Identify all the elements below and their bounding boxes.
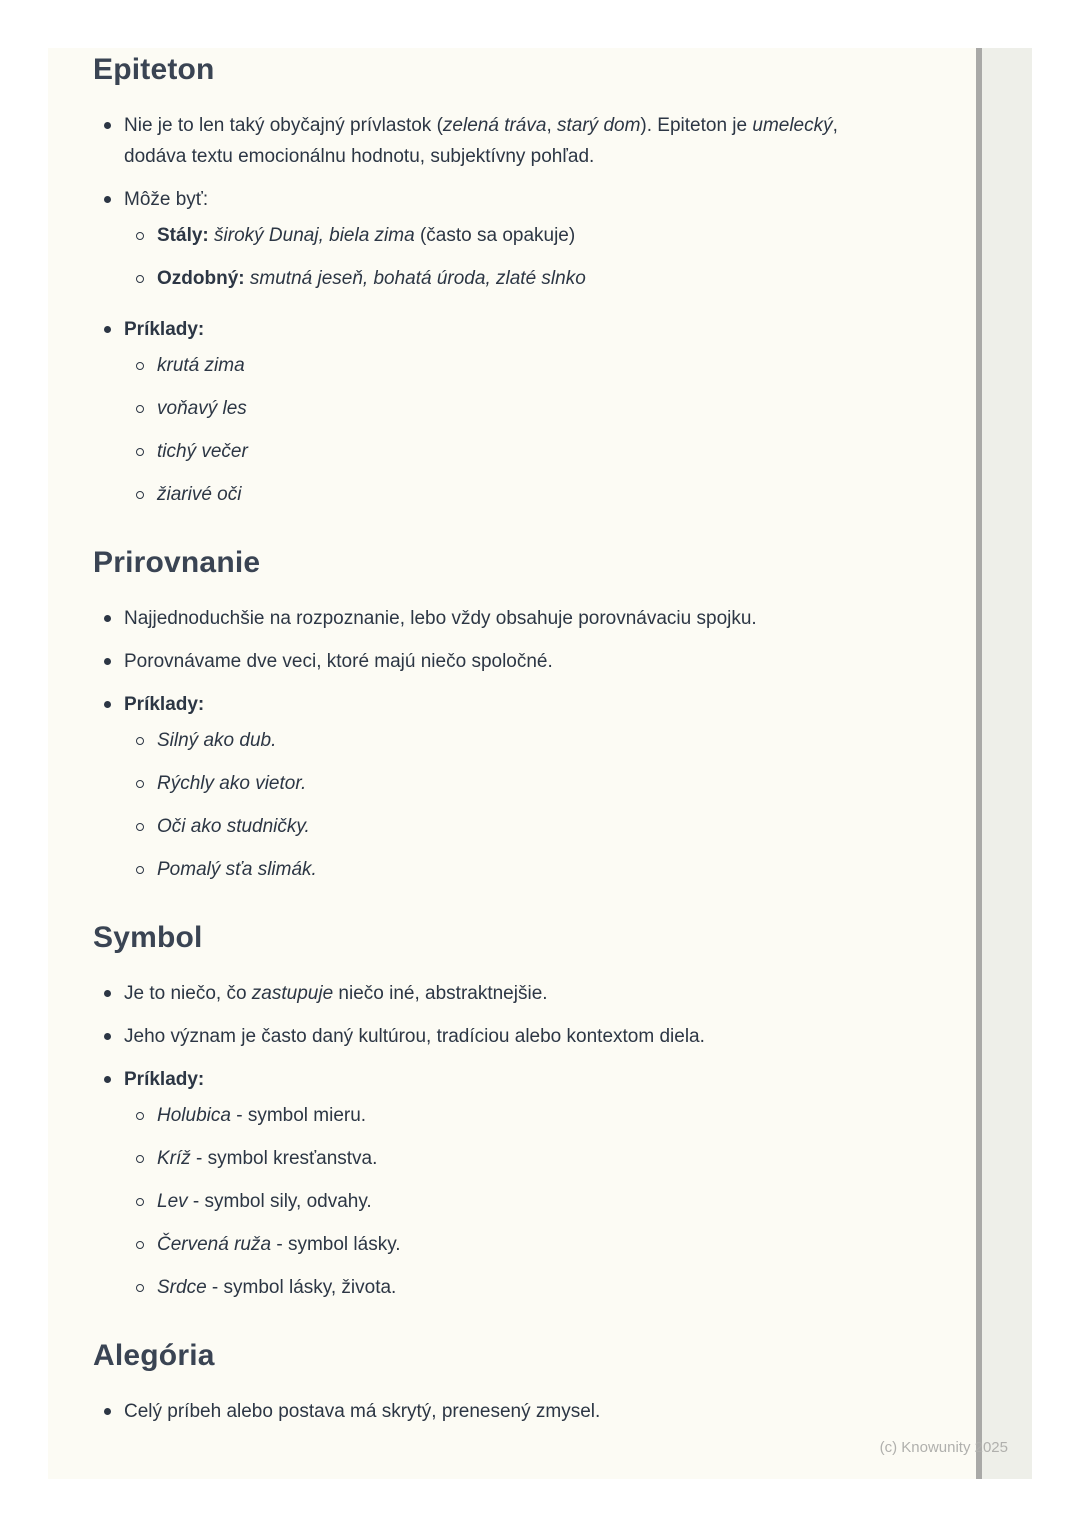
sub-list-item-text [157,355,245,376]
sub-list-item-text [157,1234,401,1255]
text: , dodáva textu emocionálnu hodnotu, subjektívny pohľad. [124,115,838,167]
text: - symbol sily, odvahy. [187,1191,372,1212]
sub-list-item [124,263,855,294]
sub-list-item-text [157,816,310,837]
sub-list-item [124,811,855,842]
sub-list-item [124,1272,855,1303]
sub-bullet-list [124,725,855,885]
bullet-list [93,603,855,893]
bullet-list [93,978,855,1311]
sub-list-item-text [157,398,247,419]
italic-text: zelená tráva [442,115,547,136]
sub-list-item [124,350,855,381]
text: Je to niečo, čo [124,983,252,1004]
list-item-text [124,1401,600,1422]
sub-list-item [124,479,855,510]
section-title-epiteton: Epiteton [93,53,215,86]
text: Najjednoduchšie na rozpoznanie, lebo vždy obsahuje porovnávaciu spojku. [124,608,757,629]
sub-list-item-text [157,268,586,289]
list-item-text [124,1069,204,1090]
sub-list-item-text [157,1105,366,1126]
list-item [93,646,855,677]
sub-list-item-text [157,1277,396,1298]
sub-bullet-list [124,350,855,510]
sub-list-item [124,1186,855,1217]
text: (často sa opakuje) [414,225,576,246]
note-content [48,48,993,1427]
list-item [93,110,855,172]
sub-list-item-text [157,225,575,246]
scrollbar-thumb[interactable] [976,48,982,1479]
sub-list-item [124,393,855,424]
list-item [93,314,855,518]
text: Nie je to len taký obyčajný prívlastok ( [124,115,443,136]
list-item [93,1064,855,1311]
list-item-text [124,189,208,210]
sub-list-item-text [157,484,241,505]
bold-text: Ozdobný: [157,268,245,289]
section-epiteton [93,52,993,518]
sub-list-item-text [157,859,317,880]
list-item-text [124,319,204,340]
italic-text: široký Dunaj, biela zima [214,225,415,246]
list-item [93,1396,855,1427]
italic-text: tichý večer [157,441,248,462]
sub-bullet-list [124,220,855,294]
list-item [93,978,855,1009]
bold-text: Príklady: [124,319,205,340]
section-prirovnanie [93,518,993,893]
italic-text: Červená ruža [157,1234,272,1255]
bold-text: Príklady: [124,1069,205,1090]
section-title-alegoria: Alegória [93,1339,215,1372]
text: Porovnávame dve veci, ktoré majú niečo spoločné. [124,651,553,672]
list-item-text [124,983,548,1004]
italic-text: starý dom [557,115,641,136]
list-item-text [124,1026,705,1047]
bullet-list [93,110,855,518]
section-title-symbol: Symbol [93,921,203,954]
text: - symbol lásky. [271,1234,401,1255]
sub-list-item-text [157,773,306,794]
list-item-text [124,694,204,715]
italic-text: Oči ako studničky. [157,816,310,837]
list-item-text [124,115,838,167]
sub-list-item [124,854,855,885]
italic-text: smutná jeseň, bohatá úroda, zlaté slnko [249,268,586,289]
sub-list-item [124,768,855,799]
text: , [546,115,557,136]
italic-text: Kríž [157,1148,191,1169]
italic-text: Silný ako dub. [157,730,277,751]
section-alegoria [93,1311,993,1427]
text: Celý príbeh alebo postava má skrytý, prenesený zmysel. [124,1401,601,1422]
italic-text: Pomalý sťa slimák. [157,859,317,880]
sub-list-item-text [157,1148,377,1169]
italic-text: Holubica [157,1105,231,1126]
italic-text: zastupuje [251,983,334,1004]
right-gutter [976,48,1032,1479]
section-title-prirovnanie: Prirovnanie [93,546,261,579]
text: Jeho význam je často daný kultúrou, tradíciou alebo kontextom diela. [124,1026,705,1047]
sub-list-item-text [157,1191,372,1212]
list-item [93,689,855,893]
text: ). Epiteton je [640,115,753,136]
bold-text: Príklady: [124,694,205,715]
bold-text: Stály: [157,225,209,246]
italic-text: voňavý les [157,398,247,419]
note-page [48,48,1032,1479]
text: - symbol mieru. [230,1105,367,1126]
list-item-text [124,608,757,629]
italic-text: žiarivé oči [157,484,242,505]
sub-list-item [124,1100,855,1131]
list-item [93,184,855,302]
text: niečo iné, abstraktnejšie. [333,983,548,1004]
italic-text: krutá zima [157,355,245,376]
italic-text: Lev [157,1191,188,1212]
watermark: (c) Knowunity 2025 [879,1439,1008,1456]
text: Môže byť: [124,189,209,210]
sub-list-item [124,436,855,467]
list-item [93,603,855,634]
sub-list-item [124,725,855,756]
italic-text: Srdce [157,1277,207,1298]
sub-list-item-text [157,730,276,751]
sub-list-item [124,1229,855,1260]
italic-text: Rýchly ako vietor. [157,773,307,794]
list-item [93,1021,855,1052]
text: - symbol kresťanstva. [190,1148,378,1169]
text: - symbol lásky, života. [206,1277,397,1298]
bullet-list [93,1396,855,1427]
sub-list-item [124,1143,855,1174]
sub-list-item [124,220,855,251]
list-item-text [124,651,553,672]
italic-text: umelecký [752,115,833,136]
sub-list-item-text [157,441,248,462]
section-symbol [93,893,993,1311]
sub-bullet-list [124,1100,855,1303]
